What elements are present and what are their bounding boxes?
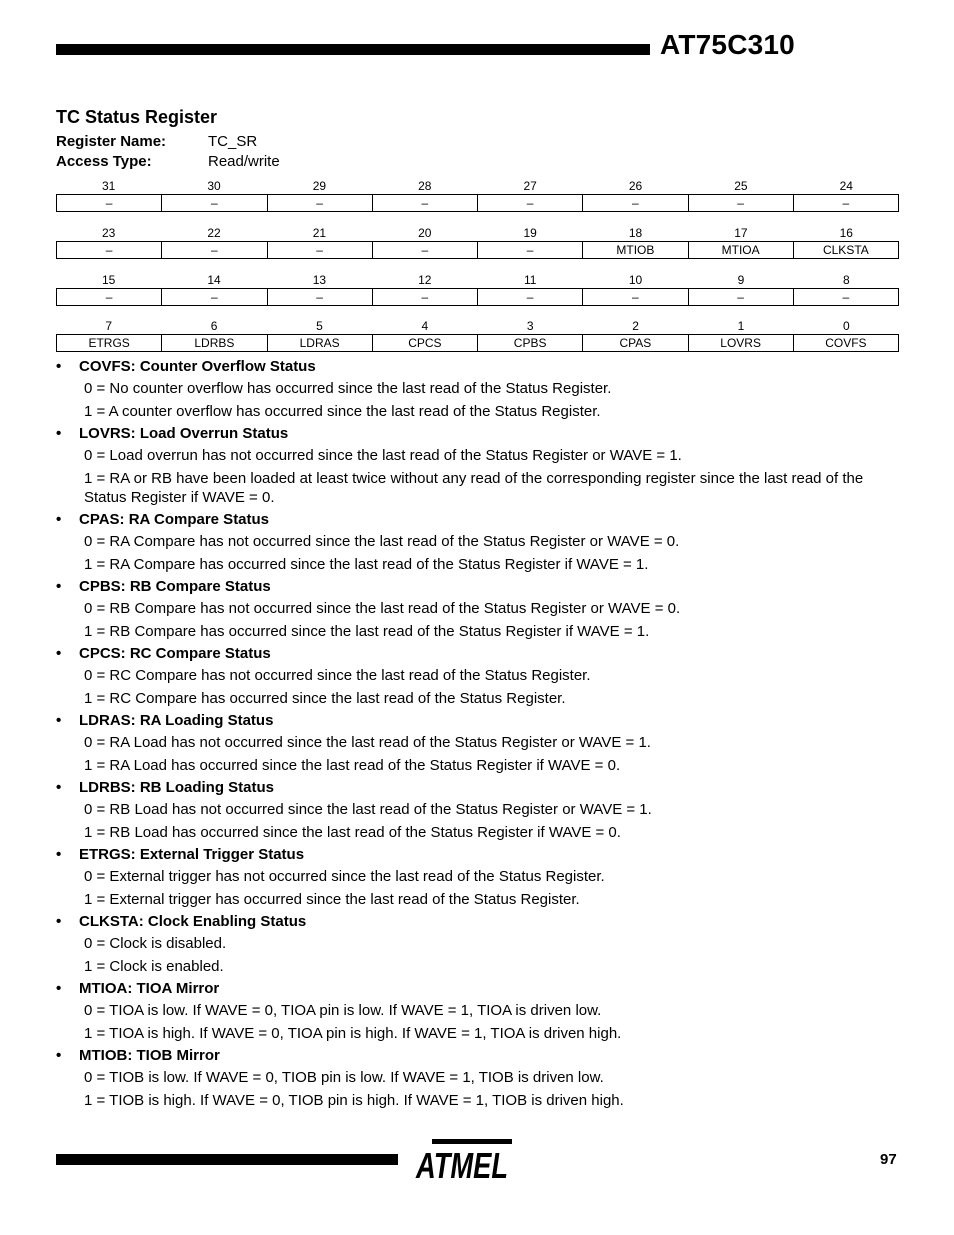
field-desc-0: 0 = RC Compare has not occurred since the last read of the Status Register. <box>84 667 591 684</box>
field-desc-1: 1 = RB Compare has occurred since the last read of the Status Register if WAVE = 1. <box>84 623 650 640</box>
field-title: CLKSTA: Clock Enabling Status <box>79 913 307 930</box>
bit-field-row <box>56 241 899 259</box>
bit-field-cell: COVFS <box>793 335 898 351</box>
register-row-7-0 <box>56 318 899 352</box>
bit-number: 20 <box>418 226 432 240</box>
bit-number: 27 <box>523 179 537 193</box>
bit-number: 26 <box>628 179 643 193</box>
field-desc-1: 1 = Clock is enabled. <box>84 958 224 975</box>
bit-field-cell: – <box>267 242 372 258</box>
register-row-23-16 <box>56 225 899 259</box>
bit-number-row <box>56 318 899 334</box>
bit-number: 21 <box>312 226 327 240</box>
access-type-row <box>56 153 280 170</box>
field-cpbs <box>56 578 901 641</box>
bit-number: 5 <box>316 319 323 333</box>
field-desc-1: 1 = External trigger has occurred since the last read of the Status Register. <box>84 891 580 908</box>
bit-field-cell: CPAS <box>582 335 687 351</box>
bullet: • <box>56 779 62 796</box>
bit-field-cell: – <box>105 243 113 257</box>
register-row-31-24 <box>56 178 899 212</box>
bit-field-cell: LDRAS <box>267 335 372 351</box>
field-cpas <box>56 511 901 574</box>
bullet: • <box>56 712 62 729</box>
bit-field-cell: – <box>372 242 477 258</box>
header-rule <box>56 44 650 55</box>
field-desc-1: 1 = A counter overflow has occurred since the last read of the Status Register. <box>84 403 601 420</box>
field-desc-0: 0 = TIOA is low. If WAVE = 0, TIOA pin is low. If WAVE = 1, TIOA is driven low. <box>84 1002 602 1019</box>
bit-field-cell: – <box>267 195 372 211</box>
field-cpcs <box>56 645 901 708</box>
bit-number: 1 <box>737 319 745 333</box>
bit-number: 18 <box>628 226 643 240</box>
bit-number: 11 <box>523 273 537 287</box>
field-desc-0: 0 = RA Compare has not occurred since the last read of the Status Register or WAVE = 0. <box>84 533 680 550</box>
field-desc-1: 1 = TIOA is high. If WAVE = 0, TIOA pin is high. If WAVE = 1, TIOA is driven high. <box>84 1025 622 1042</box>
bit-number: 19 <box>523 226 537 240</box>
bit-field-cell: LDRBS <box>161 335 266 351</box>
bit-number: 14 <box>207 273 221 287</box>
bit-field-cell: – <box>688 289 793 305</box>
field-title: COVFS: Counter Overflow Status <box>79 358 316 375</box>
bit-number: 31 <box>102 179 116 193</box>
atmel-logo <box>410 1137 514 1185</box>
bit-number-row <box>56 178 899 194</box>
bit-field-cell: – <box>582 289 687 305</box>
bullet: • <box>56 1047 62 1064</box>
bit-field-row <box>56 334 899 352</box>
bullet: • <box>56 645 62 662</box>
bit-number: 28 <box>418 179 432 193</box>
field-title: LDRBS: RB Loading Status <box>79 779 274 796</box>
field-ldrbs <box>56 779 901 842</box>
bit-field-cell: – <box>477 242 582 258</box>
bit-field-cell: MTIOA <box>688 242 793 258</box>
bit-field-cell: CPBS <box>477 335 582 351</box>
field-desc-0: 0 = RB Load has not occurred since the last read of the Status Register or WAVE = 1. <box>84 801 652 818</box>
field-desc-1: 1 = RB Load has occurred since the last read of the Status Register if WAVE = 0. <box>84 824 621 841</box>
field-desc-1: 1 = RC Compare has occurred since the last read of the Status Register. <box>84 690 566 707</box>
field-desc-0: 0 = Load overrun has not occurred since the last read of the Status Register or WAVE = 1. <box>84 447 682 464</box>
bullet: • <box>56 980 62 997</box>
register-name-value: TC_SR <box>208 133 258 150</box>
bit-field-cell: – <box>372 195 477 211</box>
field-desc-0: 0 = RA Load has not occurred since the last read of the Status Register or WAVE = 1. <box>84 734 651 751</box>
bit-number: 10 <box>628 273 643 287</box>
bit-number: 15 <box>102 273 116 287</box>
bullet: • <box>56 425 62 442</box>
field-title: MTIOA: TIOA Mirror <box>79 980 220 997</box>
field-title: CPBS: RB Compare Status <box>79 578 271 595</box>
bit-field-cell: – <box>793 195 898 211</box>
bit-number: 6 <box>210 319 218 333</box>
field-title: LDRAS: RA Loading Status <box>79 712 274 729</box>
bit-number: 17 <box>734 226 748 240</box>
bit-number: 23 <box>102 226 116 240</box>
bit-number: 25 <box>734 179 748 193</box>
bit-number: 2 <box>632 319 639 333</box>
field-mtiob <box>56 1047 901 1110</box>
field-descriptions <box>56 358 901 1114</box>
bit-field-cell: LOVRS <box>688 335 793 351</box>
bit-number: 7 <box>105 319 113 333</box>
bit-number: 3 <box>526 319 534 333</box>
bit-field-cell: – <box>161 242 266 258</box>
field-title: CPAS: RA Compare Status <box>79 511 270 528</box>
bit-number: 12 <box>418 273 432 287</box>
bit-number: 13 <box>312 273 327 287</box>
field-desc-0: 0 = No counter overflow has occurred since the last read of the Status Register. <box>84 380 612 397</box>
bit-number: 9 <box>737 273 745 287</box>
bit-field-cell: – <box>105 290 113 304</box>
field-title: CPCS: RC Compare Status <box>79 645 271 662</box>
bit-number: 24 <box>839 179 853 193</box>
register-name-label: Register Name: <box>56 133 167 150</box>
field-ldras <box>56 712 901 775</box>
bit-field-cell: – <box>793 289 898 305</box>
footer-rule <box>56 1154 398 1165</box>
bullet: • <box>56 913 62 930</box>
bit-field-cell: – <box>161 289 266 305</box>
bit-number: 8 <box>842 273 850 287</box>
bit-number-row <box>56 225 899 241</box>
bit-number: 4 <box>421 319 429 333</box>
field-desc-1: 1 = RA Load has occurred since the last read of the Status Register if WAVE = 0. <box>84 757 621 774</box>
bit-field-cell: – <box>161 195 266 211</box>
bit-field-cell: – <box>582 195 687 211</box>
bit-field-cell: – <box>688 195 793 211</box>
bit-number-row <box>56 272 899 288</box>
bit-field-cell: – <box>477 289 582 305</box>
bit-number: 22 <box>207 226 221 240</box>
bit-field-cell: MTIOB <box>582 242 687 258</box>
bullet: • <box>56 511 62 528</box>
bit-number: 16 <box>839 226 853 240</box>
field-etrgs <box>56 846 901 909</box>
access-type-label: Access Type: <box>56 153 152 170</box>
field-desc-1: 1 = TIOB is high. If WAVE = 0, TIOB pin is high. If WAVE = 1, TIOB is driven high. <box>84 1092 624 1109</box>
register-row-15-8 <box>56 272 899 306</box>
bit-field-cell: – <box>477 195 582 211</box>
bit-number: 0 <box>842 319 850 333</box>
bit-field-cell: – <box>267 289 372 305</box>
page-number: 97 <box>880 1151 897 1168</box>
logo-text: ATMEL <box>415 1145 508 1186</box>
field-desc-0: 0 = External trigger has not occurred since the last read of the Status Register. <box>84 868 605 885</box>
field-covfs <box>56 358 901 421</box>
field-mtioa <box>56 980 901 1043</box>
field-title: ETRGS: External Trigger Status <box>79 846 305 863</box>
bit-number: 29 <box>312 179 327 193</box>
section-title: TC Status Register <box>56 107 218 127</box>
register-name-row <box>56 133 257 150</box>
bullet: • <box>56 358 62 375</box>
field-desc-0: 0 = TIOB is low. If WAVE = 0, TIOB pin is low. If WAVE = 1, TIOB is driven low. <box>84 1069 604 1086</box>
bit-field-cell: CPCS <box>372 335 477 351</box>
field-desc-0: 0 = Clock is disabled. <box>84 935 227 952</box>
bit-field-row <box>56 288 899 306</box>
bit-field-cell: – <box>372 289 477 305</box>
bit-field-cell: CLKSTA <box>793 242 898 258</box>
bullet: • <box>56 846 62 863</box>
field-title: LOVRS: Load Overrun Status <box>79 425 289 442</box>
field-desc-1: 1 = RA or RB have been loaded at least twice without any read of the corresponding register since the last read of the Status Register if WAVE = 0. <box>84 470 864 506</box>
bullet: • <box>56 578 62 595</box>
field-desc-0: 0 = RB Compare has not occurred since the last read of the Status Register or WAVE = 0. <box>84 600 681 617</box>
field-clksta <box>56 913 901 976</box>
bit-field-row <box>56 194 899 212</box>
field-desc-1: 1 = RA Compare has occurred since the last read of the Status Register if WAVE = 1. <box>84 556 649 573</box>
access-type-value: Read/write <box>208 153 280 170</box>
bit-field-cell: – <box>105 196 113 210</box>
document-title: AT75C310 <box>660 29 795 60</box>
field-lovrs <box>56 425 901 507</box>
bit-number: 30 <box>207 179 221 193</box>
field-title: MTIOB: TIOB Mirror <box>79 1047 220 1064</box>
bit-field-cell: ETRGS <box>88 336 130 350</box>
